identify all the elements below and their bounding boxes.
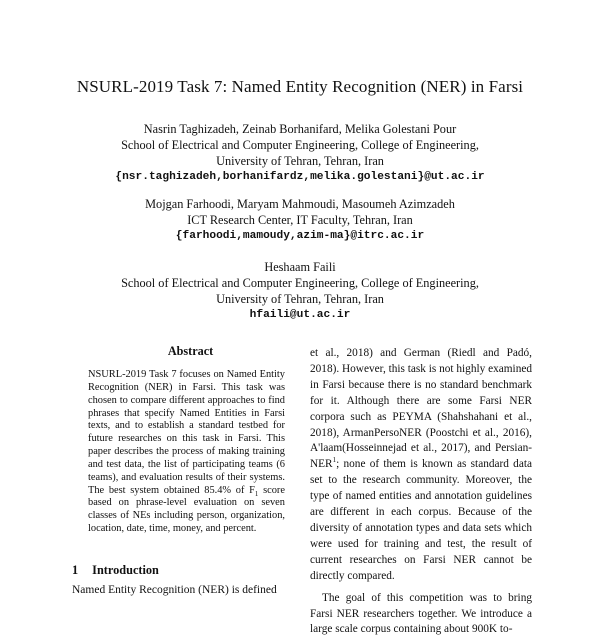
- author-email: {nsr.taghizadeh,borhanifardz,melika.golestani}@ut.ac.ir: [115, 171, 485, 183]
- author-names: Heshaam Faili: [264, 260, 336, 274]
- author-group-1: [0, 121, 600, 185]
- abstract-text: [88, 369, 285, 536]
- footnote-marker: 1: [332, 456, 337, 465]
- body-paragraph: The goal of this competition was to bring Farsi NER researchers together. We introduce a large scale corpus containing about 900K to-: [310, 591, 532, 636]
- author-email: {farhoodi,mamoudy,azim-ma}@itrc.ac.ir: [175, 230, 425, 242]
- section-title: Introduction: [92, 563, 159, 577]
- abstract-text-part: NSURL-2019 Task 7 focuses on Named Entity Recognition (NER) in Farsi. This task was chosen to compare different approaches to find phrases that specify Named Entities in Farsi texts, and to establish a standard testbed for future researches on this task in Farsi. This paper describes the process of making training and test data, the list of participating teams (6 teams), and evaluation results of their systems. The best system obtained 85.4% of F: [88, 369, 285, 496]
- abstract-column: [88, 344, 285, 536]
- author-email: hfaili@ut.ac.ir: [249, 309, 351, 321]
- right-column-body: [310, 346, 532, 638]
- section-number: 1: [72, 563, 79, 577]
- author-group-3: [0, 259, 600, 323]
- author-affiliation: School of Electrical and Computer Engineering, College of Engineering,: [121, 138, 479, 152]
- abstract-subscript: 1: [254, 489, 259, 498]
- body-text-part: et al., 2018) and German (Riedl and Padó, 2018). However, this task is not highly examined in Farsi because there is no standard benchmark for it. Although there are some Farsi NER corpora such as PEYMA (Shahshahani et al., 2018), ArmanPersoNER (Poostchi et al., 2016), A'laam(Hosseinnejad et al., 2017), and Persian-NER: [310, 347, 532, 471]
- body-paragraph: [310, 346, 532, 585]
- introduction-first-line: Named Entity Recognition (NER) is defined: [72, 584, 277, 596]
- abstract-text-part: score based on phrase-level evaluation on seven classes of NEs including person, organization, location, date, time, money, and percent.: [88, 484, 285, 535]
- author-names: Mojgan Farhoodi, Maryam Mahmoudi, Masoumeh Azimzadeh: [145, 197, 455, 211]
- body-text-part: ; none of them is known as standard data set to the research community. Moreover, the type of named entities and annotation guidelines are different in each corpus. Because of the diversity of annotation types and data sets which were used for training and test, the result of current researches on Farsi NER cannot be directly compared.: [310, 458, 532, 582]
- section-heading-introduction: [72, 563, 159, 578]
- author-affiliation: School of Electrical and Computer Engineering, College of Engineering,: [121, 276, 479, 290]
- abstract-heading: Abstract: [167, 344, 214, 358]
- author-group-2: [0, 196, 600, 244]
- author-affiliation: University of Tehran, Tehran, Iran: [216, 292, 384, 306]
- author-names: Nasrin Taghizadeh, Zeinab Borhanifard, Melika Golestani Pour: [143, 122, 457, 136]
- author-affiliation: ICT Research Center, IT Faculty, Tehran, Iran: [187, 213, 413, 227]
- author-affiliation: University of Tehran, Tehran, Iran: [216, 154, 384, 168]
- paper-title: NSURL-2019 Task 7: Named Entity Recognition (NER) in Farsi: [76, 77, 524, 96]
